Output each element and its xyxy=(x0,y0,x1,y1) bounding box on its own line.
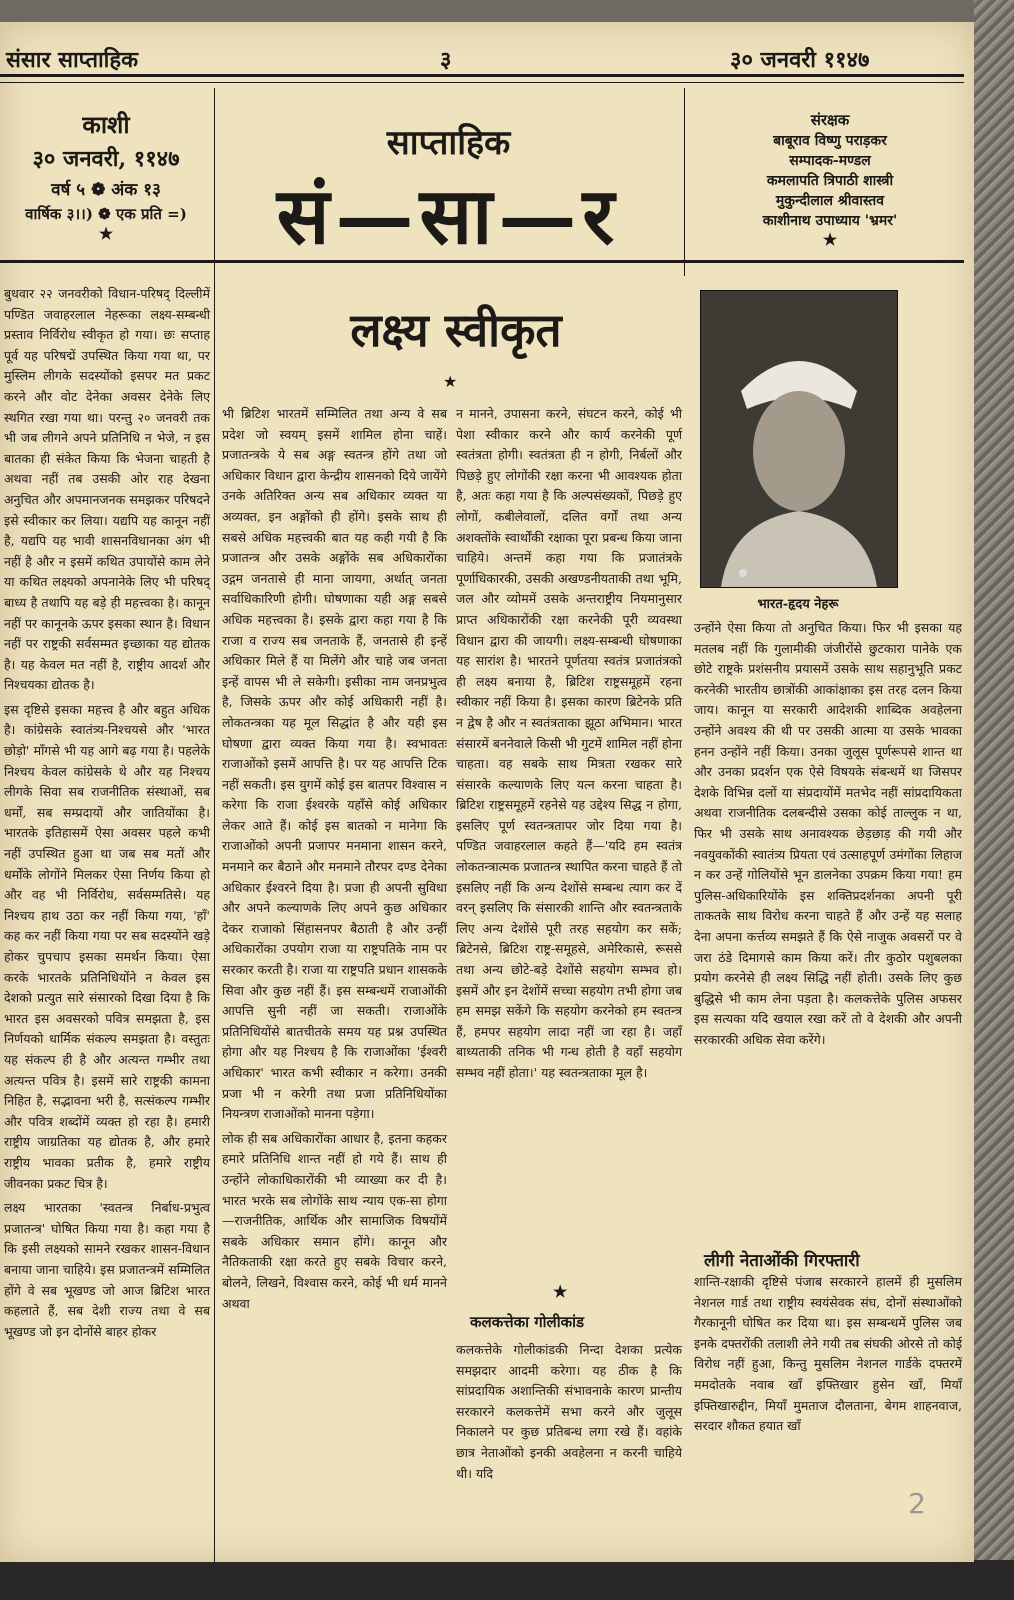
column-divider xyxy=(214,264,215,1562)
dateline-issue: वर्ष ५ ❁ अंक १३ xyxy=(51,180,161,200)
newspaper-page xyxy=(0,22,974,1562)
board-member: मुकुन्दीलाल श्रीवास्तव xyxy=(775,193,885,209)
header-page-number: ३ xyxy=(440,47,452,73)
calcutta-column-continued xyxy=(694,618,962,1238)
paragraph: लक्ष्य भारतका 'स्वतन्त्र निर्बाध-प्रभुत्व प्रजातन्त्र' घोषित किया गया है। कहा गया है कि इसी लक्ष्यको सामने रखकर शासन-विधान बनाया जाना चाहिये। इस प्रजातन्त्रमें सम्मिलित होंगे वे सब भूखण्ड जो आज ब्रिटिश भारत कहलाते हैं, सब देशी राज्य तथा वे सब भूखण्ड जो इन दोनोंसे बाहर होकर xyxy=(4,1200,210,1339)
leaders-arrest-headline: लीगी नेताओंकी गिरफ्तारी xyxy=(704,1251,860,1271)
dateline-city: काशी xyxy=(82,110,130,139)
headline-star: ★ xyxy=(443,372,458,391)
article-column-2 xyxy=(222,404,447,1562)
paragraph: कलकत्तेके गोलीकांडकी निन्दा देशका प्रत्येक समझदार आदमी करेगा। यह ठीक है कि सांप्रदायिक अशान्तिकी संभावनाके कारण प्रान्तीय सरकारने कलकत्तेमें सभा करने और जुलूस निकालने पर कुछ प्रतिबन्ध लगा रखे हैं। वहांके छात्र नेताओंको इनकी अवहेलना न करनी चाहिये थी। यदि xyxy=(456,1342,682,1481)
article-column-1 xyxy=(4,284,210,1562)
paragraph: शान्ति-रक्षाकी दृष्टिसे पंजाब सरकारने हालमें ही मुसलिम नेशनल गार्ड तथा राष्ट्रीय स्वयंसेवक संघ, दोनों संस्थाओंको गैरकानूनी घोषित कर दिया था। इस सम्बन्धमें पुलिस जब इनके दफ्तरोंकी तलाशी लेने गयी तब संघकी ओरसे तो कोई विरोध नहीं हुआ, किन्तु मुसलिम नेशनल गार्डके दफ्तरमें ममदोतके नवाब खाँ इफ्तिखार हुसेन खाँ, मियाँ इफ्तिखारुद्दीन, मियाँ मुमताज दौलताना, बेगम शाहनवाज, सरदार शौकत हयात खाँ xyxy=(694,1274,962,1434)
masthead-divider-right xyxy=(684,88,685,276)
editorial-board xyxy=(686,104,974,280)
header-date: ३० जनवरी ११४७ xyxy=(730,47,870,73)
paragraph: लोक ही सब अधिकारोंका आधार है, इतना कहकर हमारे प्रतिनिधि शान्त नहीं हो गये हैं। साथ ही उन्होंने लोकाधिकारोंकी भी व्याख्या कर दी है। भारत भरके सब लोगोंके साथ न्याय एक-सा होगा—राजनीतिक, आर्थिक और सामाजिक विषयोंमें सबके अधिकार समान होंगे। कानून और नैतिकताकी रक्षा करते हुए सबके विचार करने, बोलने, लिखने, विश्वास करने, कोई भी धर्म मानने अथवा xyxy=(222,1130,447,1311)
board-member: कमलापति त्रिपाठी शास्त्री xyxy=(766,173,894,189)
dateline-star: ★ xyxy=(98,224,114,243)
paragraph: बुधवार २२ जनवरीको विधान-परिषद् दिल्लीमें पण्डित जवाहरलाल नेहरूका लक्ष्य-सम्बन्धी प्रस्ताव निर्विरोध स्वीकृत हो गया। छः सप्ताह पूर्व यह परिषद्में उपस्थित किया गया था, पर मुस्लिम लीगके सदस्योंको इसपर मत प्रकट करने और वोट देनेका अवसर देनेके लिए स्थगित रखा गया था। परन्तु २० जनवरी तक भी जब लीगने अपने प्रतिनिधि न भेजे, न इस बातका ही संकेत किया कि भेजना चाहती है अथवा नहीं तब उसकी ओर राह देखना अनुचित और अपमानजनक समझकर परिषदने इसे स्वीकार कर लिया। यद्यपि यह कानून नहीं है, यद्यपि यह भावी शासनविधानका अंग भी नहीं है और न इसमें कथित उपायोंसे काम लेने या कथित लक्ष्यको अपनानेके लिए भी परिषद् बाध्य है तथापि यह बड़े ही महत्त्वका है। कानून नहीं पर कानूनके ऊपर इसका स्थान है। विधान नहीं पर राष्ट्रकी सर्वसम्मत इच्छाका यह द्योतक है। यह केवल मत नहीं है, राष्ट्रीय आदर्श और निश्चयका द्योतक है। xyxy=(4,286,210,693)
running-header xyxy=(0,22,974,82)
board-star: ★ xyxy=(822,230,838,249)
header-rule xyxy=(0,74,964,77)
paragraph: भी ब्रिटिश भारतमें सम्मिलित तथा अन्य वे सब प्रदेश जो स्वयम् इसमें शामिल होना चाहें। प्रजातन्त्रके ये सब अङ्ग स्वतन्त्र होंगे तथा जो अधिकार विधान द्वारा केन्द्रीय शासनको दिये जायेंगे उनके अतिरिक्त अन्य सब अधिकार व्यक्त या अव्यक्त, इन अङ्गोंको ही होंगे। इसके साथ ही सबसे अधिक महत्त्वकी बात यह कही गयी है कि प्रजातन्त्र और उसके अङ्गोंके सब अधिकारोंका उद्गम जनतासे ही माना जायगा, अर्थात् जनता सर्वाधिकारिणी होगी। घोषणाका यही अङ्ग सबसे अधिक महत्त्वका है। इसके द्वारा कहा गया है कि राजा व राज्य सब जनताके हैं, जनतासे ही इन्हें अधिकार मिले हैं या मिलेंगे और चाहे जब जनता इन्हें वापस भी ले सकेगी। इसीका नाम जनप्रभुत्व है, जिसके ऊपर और कोई अधिकारी नहीं है। लोकतन्त्रका यह मूल सिद्धांत है और यही इस घोषणा द्वारा व्यक्त किया गया है। स्वभावतः राजाओंको इसमें आपत्ति है। पर यह आपत्ति टिक नहीं सकती। इस युगमें कोई इस बातपर विश्वास न करेगा कि राजा ईश्वरके यहाँसे कोई अधिकार लेकर आते हैं। कोई इस बातको न मानेगा कि राजाओंको अपनी प्रजापर मनमाना शासन करने, मनमाने कर बैठाने और मनमाने तौरपर दण्ड देनेका अधिकार ईश्वरने दिया है। प्रजा ही अपनी सुविधा और अपने कल्याणके लिए अपने कुछ अधिकार देकर राजाको सिंहासनपर बैठाती है और उन्हीं अधिकारोंका उपयोग राजा या राष्ट्रपतिके नाम पर सरकार करती है। राजा या राष्ट्रपति प्रधान शासकके सिवा और कुछ नहीं हैं। इस सम्बन्धमें राजाओंकी आपत्ति सुनी नहीं जा सकती। राजाओंके प्रतिनिधियोंसे बातचीतके समय यह प्रश्न उपस्थित होगा और यह निश्चय है कि राजाओंका 'ईश्वरी अधिकार' भारत कभी स्वीकार न करेगा। उनकी प्रजा भी न करेगी तथा प्रजा प्रतिनिधियोंका नियन्त्रण राजाओंको मानना पड़ेगा। xyxy=(222,406,447,1122)
masthead xyxy=(216,104,681,280)
patron-label: संरक्षक xyxy=(810,111,850,129)
masthead-title: सं—सा—र xyxy=(276,171,621,262)
paragraph: न मानने, उपासना करने, संघटन करने, कोई भी पेशा स्वीकार करने और कार्य करनेकी पूर्ण स्वतंत्रता होगी। स्वतंत्रता ही न होगी, निर्बलों और पिछड़े हुए लोगोंकी रक्षा करना भी आवश्यक होता है, अतः कहा गया है कि अल्पसंख्यकों, पिछड़े हुए लोगों, कबीलेवालों, दलित वर्गों तथा अन्य अशक्तोंके स्वार्थोंकी रक्षाका पूरा प्रबन्ध किया जाना चाहिये। अन्तमें कहा गया कि प्रजातंत्रके पूर्णाधिकारकी, उसकी अखण्डनीयताकी तथा भूमि, जल और व्योममें उसके अन्तराष्ट्रीय नियमानुसार प्राप्त अधिकारोंकी रक्षा करनेकी पूरी व्यवस्था विधान द्वारा की जायगी। लक्ष्य-सम्बन्धी घोषणाका यह सारांश है। भारतने पूर्णतया स्वतंत्र प्रजातंत्रको ही लक्ष्य बनाया है, ब्रिटिश राष्ट्रसमूहमें रहना स्वीकार नहीं किया है। इसका कारण ब्रिटेनके प्रति न द्वेष है और न स्वतंत्रताका झूठा अभिमान। भारत संसारमें बननेवाले किसी भी गुटमें शामिल नहीं होना चाहता। वह सबके साथ मित्रता रखकर सारे संसारके कल्याणके लिए यत्न करना चाहता है। ब्रिटिश राष्ट्रसमूहमें रहनेसे यह उद्देश्य सिद्ध न होगा, इसलिए पूर्ण स्वतन्त्रतापर जोर दिया गया है। पण्डित जवाहरलाल कहते हैं—'यदि हम स्वतंत्र लोकतन्त्रात्मक प्रजातन्त्र स्थापित करना चाहते हैं तो इसलिए नहीं कि अन्य देशोंसे सम्बन्ध त्याग कर दें वरन्‌ इसलिए कि संसारकी शान्ति और स्वतन्त्रताके लिए अन्य देशोंसे पूरी तरह सहयोग कर सकें; ब्रिटेनसे, ब्रिटिश राष्ट्र-समूहसे, अमेरिकासे, रूससे तथा अन्य छोटे-बड़े देशोंसे सहयोग सम्भव हो। इसमें और इन देशोंमें सच्चा सहयोग तभी होगा जब हम समझ सकेंगे कि सहयोग करनेको हम स्वतन्त्र हैं, हमपर सहयोग लादा नहीं जा रहा है। जहाँ बाध्यताकी तनिक भी गन्ध होती है वहाँ सहयोग सम्भव नहीं होता।' यह स्वतन्त्रताका मूल है। xyxy=(456,406,682,1080)
masthead-weekly: साप्ताहिक xyxy=(386,123,511,163)
calcutta-headline: कलकत्तेका गोलीकांड xyxy=(470,1313,585,1331)
article-headline: लक्ष्य स्वीकृत xyxy=(350,303,562,357)
masthead-divider-left xyxy=(214,88,215,276)
header-publication: संसार साप्ताहिक xyxy=(6,47,138,73)
header-rule-thin xyxy=(0,82,964,83)
dateline-box xyxy=(0,104,212,280)
photo-caption: भारत-हृदय नेहरू xyxy=(757,597,839,612)
handwritten-page-number: 2 xyxy=(908,1487,926,1520)
dateline-date: ३० जनवरी, ११४७ xyxy=(32,146,180,172)
paragraph: इस दृष्टिसे इसका महत्त्व है और बहुत अधिक है। कांग्रेसके स्वातंत्र्य-निश्चयसे और 'भारत छोड़ो' माँगसे भी यह आगे बढ़ गया है। पहलेके निश्चय केवल कांग्रेसके थे और यह निश्चय लीगके सिवा सब राजनीतिक संस्थाओं, सब धर्मों, सब सम्प्रदायों और जातियोंका है। भारतके इतिहासमें ऐसा अवसर पहले कभी नहीं उपस्थित हुआ था जब सब मतों और धर्मोंके लोगोंने मिलकर ऐसा निर्णय किया हो और वह भी निर्विरोध, सर्वसम्मतिसे। यह निश्चय हाथ उठा कर नहीं किया गया, 'हाँ' कह कर नहीं किया गया पर सब सदस्योंने खड़े होकर चुपचाप इसका समर्थन किया। ऐसा करके भारतके प्रतिनिधियोंने न केवल इस देशको प्रत्युत सारे संसारको दिखा दिया है कि भारत इस अवसरको पवित्र समझता है, इस निर्णयको धार्मिक संकल्प समझता है। वस्तुतः यह संकल्प ही है और अत्यन्त गम्भीर तथा अत्यन्त पवित्र है। इसमें सारे राष्ट्रकी कामना निहित है, सद्भावना भरी है, सत्संकल्प गम्भीर और पवित्र शब्दोंमें व्यक्त हो रहा है। हमारी राष्ट्रीय जाग्रतिका यह द्योतक है, और हमारे राष्ट्रीय भावका प्रतीक है, हमारे राष्ट्रीय जीवनका प्रकट चित्र है। xyxy=(4,701,210,1191)
masthead-bottom-rule xyxy=(0,260,964,263)
calcutta-column xyxy=(456,1340,682,1562)
background-edge xyxy=(0,1560,1014,1600)
board-member: काशीनाथ उपाध्याय 'भ्रमर' xyxy=(762,213,898,229)
paragraph: उन्होंने ऐसा किया तो अनुचित किया। फिर भी इसका यह मतलब नहीं कि गुलामीकी जंजीरोंसे छुटकारा पानेके एक छोटे राष्ट्रके प्रशंसनीय प्रयासमें उसके साथ सहानुभूति प्रकट करनेकी भारतीय छात्रोंकी आकांक्षाका इस तरह दलन किया जाय। कानून या सरकारी आदेशकी शाब्दिक अवहेलना उन्होंने अवश्य की थी पर उसकी आत्मा या उसके भावका हनन उन्होंने नहीं किया। उनका जुलूस पूर्णरूपसे शान्त था और उनका प्रदर्शन एक ऐसे विषयके संबन्धमें था जिसपर देशके विभिन्न दलों या संप्रदायोंमें मतभेद नहीं सांप्रदायिकता अथवा राजनीतिक दलबन्दीसे उसका कोई ताल्लुक न था, फिर भी उसके साथ अनावश्यक छेड़छाड़ की गयी और नवयुवकोंकी स्वातंत्र्य प्रियता एवं उत्साहपूर्ण उमंगोंका लिहाज न कर उन्हें गोलियोंसे भून डालनेका उपक्रम किया गया! हम पुलिस-अधिकारियोंके इस शक्तिप्रदर्शनका अपनी पूरी ताकतके साथ विरोध करना चाहते हैं और उन्हें यह सलाह देना अपना कर्त्तव्य समझते हैं कि ऐसे नाजुक अवसरों पर वे जरा ठंडे दिमागसे काम किया करें। तीर कुठोर पशुबलका प्रयोग करनेसे ही लक्ष्य सिद्धि नहीं होती। उसके लिए कुछ बुद्धिसे भी काम लेना पड़ता है। कलकत्तेके पुलिस अफसर इस सत्यका यदि खयाल रखा करें तो वे देशकी और अपनी सरकारकी अधिक सेवा करेंगे। xyxy=(694,620,962,1047)
background-surface xyxy=(974,0,1014,1600)
dateline-price: वार्षिक ३।।) ❁ एक प्रति =) xyxy=(25,205,187,223)
portrait-image xyxy=(701,291,897,587)
section-star: ★ xyxy=(553,1282,568,1301)
board-label: सम्पादक-मण्डल xyxy=(789,153,871,169)
patron-name: बाबूराव विष्णु पराड़कर xyxy=(773,133,887,149)
nehru-photo xyxy=(700,290,898,588)
article-column-3 xyxy=(456,404,682,1284)
